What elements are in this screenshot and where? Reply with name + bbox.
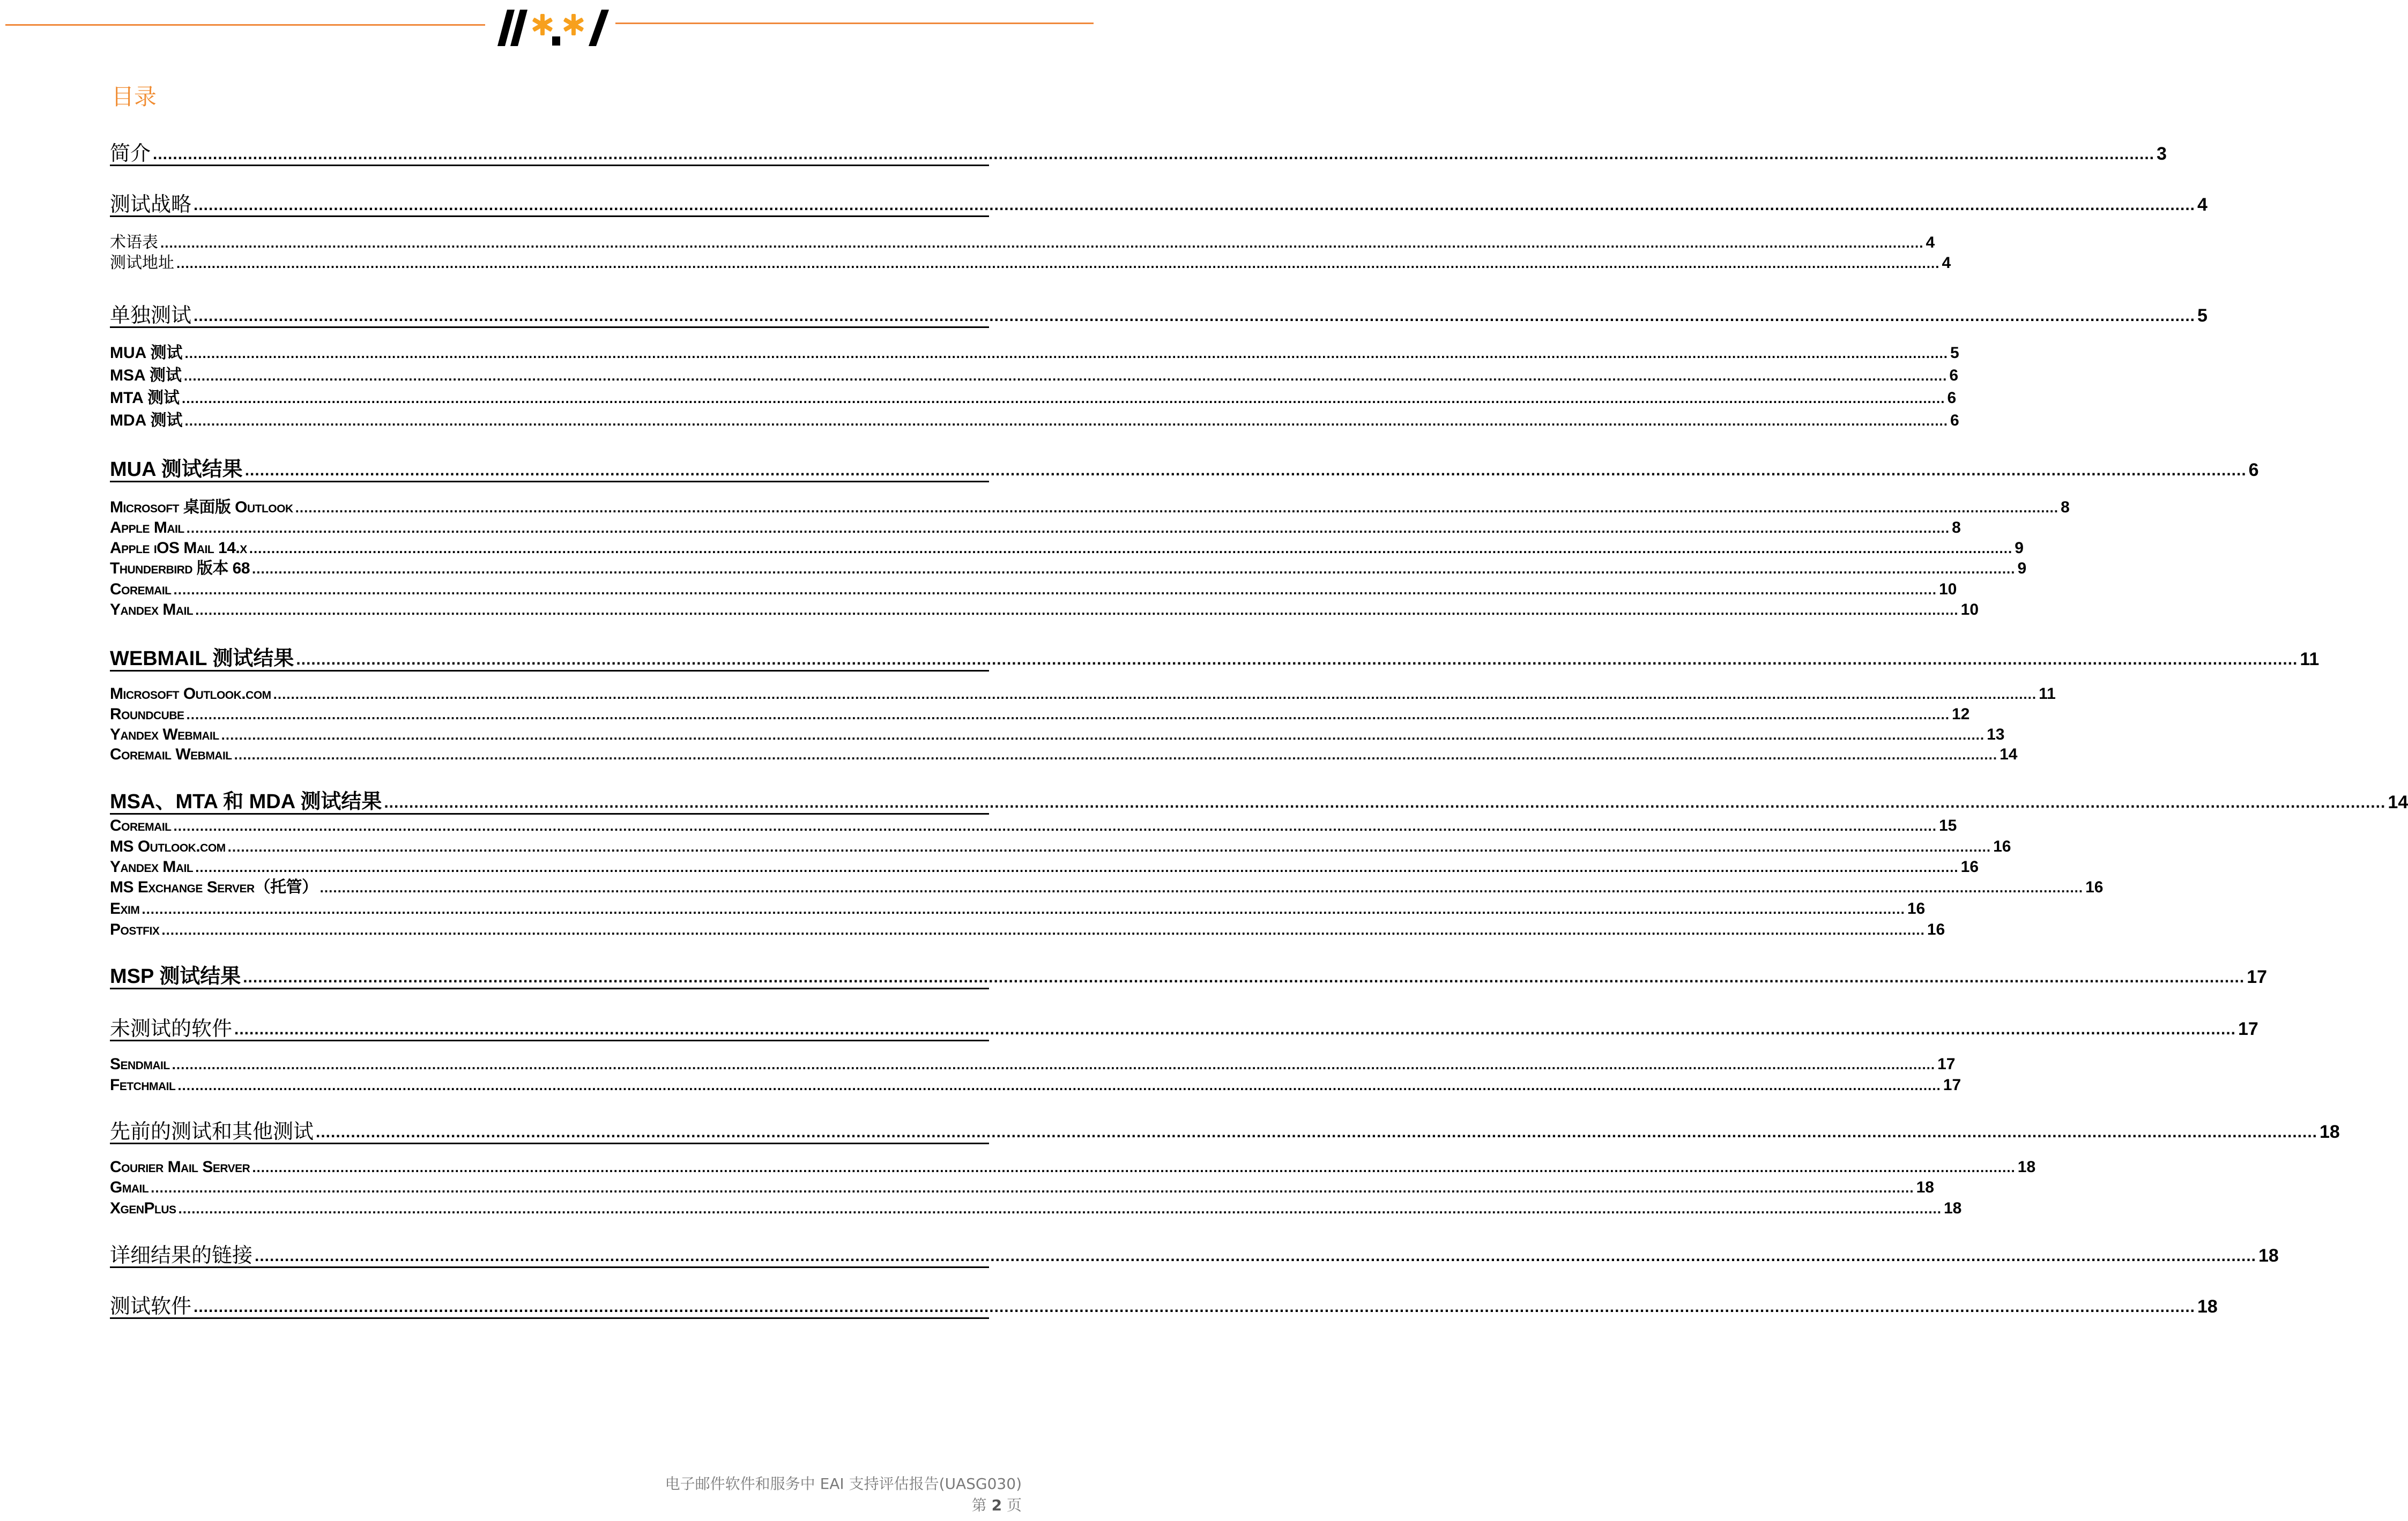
toc-subentry[interactable] xyxy=(110,518,1961,536)
toc-entry-label[interactable]: Coremail xyxy=(110,580,172,598)
toc-entry-page[interactable]: 17 xyxy=(2238,1019,2258,1039)
dot-leader: ................................................................................................................................................................................................................................................................................................................................................................................................................ xyxy=(195,602,1959,618)
dot-leader: ................................................................................................................................................................................................................................................................................................................................................................................................................ xyxy=(172,1056,1936,1072)
page-prefix: 第 xyxy=(971,1496,987,1514)
toc-entry-label[interactable]: XgenPlus xyxy=(110,1199,176,1217)
toc-entry-label[interactable]: Coremail xyxy=(110,817,172,834)
dot-leader: ................................................................................................................................................................................................................................................................................................................................................................................................................ xyxy=(194,196,2195,214)
toc-entry-page[interactable]: 3 xyxy=(2157,144,2167,164)
toc-entry-label[interactable]: MDA 测试 xyxy=(110,412,183,429)
toc-heading-entry[interactable] xyxy=(110,789,2408,815)
dot-leader: ................................................................................................................................................................................................................................................................................................................................................................................................................ xyxy=(227,839,1991,855)
toc-entry-page[interactable]: 18 xyxy=(2197,1296,2218,1317)
dot-leader: ................................................................................................................................................................................................................................................................................................................................................................................................................ xyxy=(234,747,1998,763)
toc-entry-label[interactable]: Thunderbird 版本 68 xyxy=(110,560,250,577)
dot-leader: ................................................................................................................................................................................................................................................................................................................................................................................................................ xyxy=(177,1077,1941,1093)
toc-entry-page[interactable]: 11 xyxy=(2039,685,2056,703)
toc-heading-entry[interactable] xyxy=(110,1294,2218,1319)
toc-entry-label[interactable]: Microsoft 桌面版 Outlook xyxy=(110,498,293,516)
toc-entry-label[interactable]: MSA、MTA 和 MDA 测试结果 xyxy=(110,791,382,813)
toc-subentry[interactable] xyxy=(110,538,2024,557)
toc-entry-page[interactable]: 6 xyxy=(1949,367,1959,384)
toc-subentry[interactable] xyxy=(110,579,1957,598)
toc-subentry[interactable] xyxy=(110,497,2070,516)
toc-entry-label[interactable]: Coremail Webmail xyxy=(110,745,232,763)
toc-entry-page[interactable]: 6 xyxy=(1950,412,1959,429)
header-rule-left xyxy=(5,24,485,26)
toc-subentry[interactable] xyxy=(110,1177,1934,1196)
toc-subentry[interactable] xyxy=(110,816,1957,834)
toc-entry-label[interactable]: MUA 测试结果 xyxy=(110,458,243,481)
toc-entry-label[interactable]: MTA 测试 xyxy=(110,389,180,407)
dot-leader: ................................................................................................................................................................................................................................................................................................................................................................................................................ xyxy=(183,368,1948,384)
page-number: 2 xyxy=(991,1496,1002,1514)
toc-entry-page[interactable]: 5 xyxy=(1950,344,1959,362)
toc-entry-page[interactable]: 17 xyxy=(1943,1076,1961,1094)
toc-entry-page[interactable]: 12 xyxy=(1951,705,1970,723)
toc-entry-page[interactable]: 18 xyxy=(2320,1122,2340,1142)
dot-leader: ................................................................................................................................................................................................................................................................................................................................................................................................................ xyxy=(384,794,2386,811)
dot-leader: ................................................................................................................................................................................................................................................................................................................................................................................................................ xyxy=(243,968,2245,986)
toc-entry-label[interactable]: 测试软件 xyxy=(110,1294,192,1318)
dot-leader: ................................................................................................................................................................................................................................................................................................................................................................................................................ xyxy=(195,859,1959,875)
toc-entry-page[interactable]: 9 xyxy=(2017,560,2027,577)
toc-entry-page[interactable]: 17 xyxy=(2247,967,2268,987)
toc-entry-page[interactable]: 9 xyxy=(2015,539,2024,557)
toc-entry-page[interactable]: 4 xyxy=(1942,254,1951,272)
dot-leader: ................................................................................................................................................................................................................................................................................................................................................................................................................ xyxy=(296,651,2298,668)
toc-subentry[interactable] xyxy=(110,704,1970,723)
toc-heading-entry[interactable] xyxy=(110,1016,2258,1041)
toc-subentry[interactable] xyxy=(110,253,1951,272)
toc-entry-page[interactable]: 13 xyxy=(1987,726,2005,743)
toc-entry-label[interactable]: MS Exchange Server（托管） xyxy=(110,878,318,896)
toc-entry-page[interactable]: 8 xyxy=(2061,498,2070,516)
toc-entry-label[interactable]: Apple iOS Mail 14.x xyxy=(110,539,247,557)
dot-leader: ................................................................................................................................................................................................................................................................................................................................................................................................................ xyxy=(244,461,2247,479)
dot-leader: ................................................................................................................................................................................................................................................................................................................................................................................................................ xyxy=(319,879,2084,896)
toc-entry-label[interactable]: 简介 xyxy=(110,141,151,165)
toc-entry-page[interactable]: 18 xyxy=(2017,1158,2036,1176)
toc-entry-page[interactable]: 14 xyxy=(2000,745,2018,763)
dot-leader: ................................................................................................................................................................................................................................................................................................................................................................................................................ xyxy=(295,499,2059,516)
toc-entry-page[interactable]: 10 xyxy=(1938,580,1957,598)
dot-leader: ................................................................................................................................................................................................................................................................................................................................................................................................................ xyxy=(176,255,1940,271)
toc-heading-entry[interactable] xyxy=(110,192,2208,217)
toc-entry-page[interactable]: 15 xyxy=(1938,817,1957,834)
toc-heading-entry[interactable] xyxy=(110,1119,2340,1144)
toc-entry-label[interactable]: 测试地址 xyxy=(110,253,174,272)
toc-entry-label[interactable]: Yandex Mail xyxy=(110,858,194,876)
toc-heading-entry[interactable] xyxy=(110,646,2320,672)
toc-subentry[interactable] xyxy=(110,343,1959,362)
toc-entry-label[interactable]: MS Outlook.com xyxy=(110,838,226,855)
toc-subentry[interactable] xyxy=(110,725,2005,743)
toc-subentry[interactable] xyxy=(110,411,1959,429)
dot-leader: ................................................................................................................................................................................................................................................................................................................................................................................................................ xyxy=(316,1123,2317,1141)
toc-subentry[interactable] xyxy=(110,1054,1956,1073)
toc-entry-label[interactable]: Roundcube xyxy=(110,705,184,723)
toc-entry-page[interactable]: 16 xyxy=(1927,921,1945,938)
dot-leader: ................................................................................................................................................................................................................................................................................................................................................................................................................ xyxy=(252,561,2016,577)
toc-entry-page[interactable]: 16 xyxy=(1993,838,2011,855)
toc-entry-page[interactable]: 16 xyxy=(1907,900,1926,918)
toc-subentry[interactable] xyxy=(110,388,1957,407)
toc-entry-page[interactable]: 16 xyxy=(1960,858,1979,876)
dot-leader: ................................................................................................................................................................................................................................................................................................................................................................................................................ xyxy=(273,686,2037,702)
dot-leader: ................................................................................................................................................................................................................................................................................................................................................................................................................ xyxy=(151,1180,1914,1196)
toc-subentry[interactable] xyxy=(110,920,1945,938)
toc-subentry[interactable] xyxy=(110,233,1935,252)
toc-subentry[interactable] xyxy=(110,1157,2036,1176)
dot-leader: ................................................................................................................................................................................................................................................................................................................................................................................................................ xyxy=(249,540,2013,556)
toc-subentry[interactable] xyxy=(110,877,2104,896)
toc-entry-page[interactable]: 18 xyxy=(2258,1246,2279,1266)
toc-entry-label[interactable]: 先前的测试和其他测试 xyxy=(110,1120,314,1143)
toc-entry-label[interactable]: Exim xyxy=(110,900,140,918)
toc-subentry[interactable] xyxy=(110,366,1959,384)
dot-leader: ................................................................................................................................................................................................................................................................................................................................................................................................................ xyxy=(173,581,1937,598)
toc-entry-label[interactable]: 测试战略 xyxy=(110,192,192,216)
header-rule-right xyxy=(615,23,1094,24)
toc-entry-label[interactable]: Gmail xyxy=(110,1179,149,1196)
dot-leader: ................................................................................................................................................................................................................................................................................................................................................................................................................ xyxy=(194,1298,2195,1316)
toc-subentry[interactable] xyxy=(110,1075,1961,1094)
toc-entry-label[interactable]: Sendmail xyxy=(110,1055,170,1073)
dot-leader: ................................................................................................................................................................................................................................................................................................................................................................................................................ xyxy=(221,727,1985,743)
toc-entry-page[interactable]: 4 xyxy=(1926,234,1935,251)
toc-entry-page[interactable]: 6 xyxy=(2248,460,2259,480)
toc-entry-label[interactable]: Apple Mail xyxy=(110,519,184,536)
toc-entry-label[interactable]: 详细结果的链接 xyxy=(110,1243,253,1267)
dot-leader: ................................................................................................................................................................................................................................................................................................................................................................................................................ xyxy=(160,235,1924,251)
dot-leader: ................................................................................................................................................................................................................................................................................................................................................................................................................ xyxy=(184,413,1948,429)
toc-entry-page[interactable]: 10 xyxy=(1960,601,1979,618)
page-suffix: 页 xyxy=(1006,1496,1022,1514)
toc-entry-label[interactable]: Postfix xyxy=(110,921,160,938)
toc-entry-label[interactable]: Microsoft Outlook.com xyxy=(110,685,271,703)
toc-entry-page[interactable]: 18 xyxy=(1916,1179,1934,1196)
toc-subentry[interactable] xyxy=(110,899,1926,918)
toc-entry-page[interactable]: 16 xyxy=(2085,878,2104,896)
logo-icon xyxy=(489,4,618,49)
footer-report-title: 电子邮件软件和服务中 EAI 支持评估报告(UASG030) xyxy=(665,1475,1022,1493)
dot-leader: ................................................................................................................................................................................................................................................................................................................................................................................................................ xyxy=(181,390,1945,406)
toc-subentry[interactable] xyxy=(110,684,2056,703)
toc-entry-page[interactable]: 17 xyxy=(1937,1055,1956,1073)
toc-heading-entry[interactable] xyxy=(110,141,2167,166)
toc-entry-label[interactable]: Yandex Webmail xyxy=(110,726,219,743)
toc-entry-label[interactable]: Yandex Mail xyxy=(110,601,194,618)
toc-subentry[interactable] xyxy=(110,600,1979,618)
toc-subentry[interactable] xyxy=(110,857,1979,876)
footer-page-number xyxy=(972,1498,1022,1513)
toc-entry-page[interactable]: 14 xyxy=(2388,792,2408,812)
dot-leader: ................................................................................................................................................................................................................................................................................................................................................................................................................ xyxy=(153,145,2154,163)
dot-leader: ................................................................................................................................................................................................................................................................................................................................................................................................................ xyxy=(173,818,1937,834)
toc-heading-entry[interactable] xyxy=(110,964,2268,989)
toc-entry-label[interactable]: MSA 测试 xyxy=(110,367,182,384)
dot-leader: ................................................................................................................................................................................................................................................................................................................................................................................................................ xyxy=(234,1020,2236,1038)
toc-entry-page[interactable]: 18 xyxy=(1943,1199,1962,1217)
toc-entry-page[interactable]: 8 xyxy=(1952,519,1961,536)
toc-subentry[interactable] xyxy=(110,558,2027,577)
toc-entry-label[interactable]: 单独测试 xyxy=(110,303,192,327)
toc-entry-label[interactable]: MSP 测试结果 xyxy=(110,965,241,988)
dot-leader: ................................................................................................................................................................................................................................................................................................................................................................................................................ xyxy=(194,307,2195,325)
dot-leader: ................................................................................................................................................................................................................................................................................................................................................................................................................ xyxy=(142,901,1905,917)
toc-entry-page[interactable]: 4 xyxy=(2197,195,2208,215)
toc-subentry[interactable] xyxy=(110,744,2018,763)
dot-leader: ................................................................................................................................................................................................................................................................................................................................................................................................................ xyxy=(255,1247,2256,1265)
toc-entry-label[interactable]: WEBMAIL 测试结果 xyxy=(110,647,294,670)
toc-heading-entry[interactable] xyxy=(110,1243,2279,1268)
toc-subentry[interactable] xyxy=(110,837,2011,855)
toc-entry-page[interactable]: 5 xyxy=(2197,305,2208,326)
dot-leader: ................................................................................................................................................................................................................................................................................................................................................................................................................ xyxy=(252,1159,2016,1175)
toc-entry-label[interactable]: 未测试的软件 xyxy=(110,1017,233,1040)
toc-heading-entry[interactable] xyxy=(110,457,2259,482)
dot-leader: ................................................................................................................................................................................................................................................................................................................................................................................................................ xyxy=(186,706,1950,722)
toc-entry-label[interactable]: MUA 测试 xyxy=(110,344,183,362)
toc-entry-page[interactable]: 11 xyxy=(2300,649,2320,669)
dot-leader: ................................................................................................................................................................................................................................................................................................................................................................................................................ xyxy=(161,922,1925,938)
toc-entry-label[interactable]: Courier Mail Server xyxy=(110,1158,250,1176)
toc-heading-entry[interactable] xyxy=(110,303,2208,328)
toc-entry-label[interactable]: Fetchmail xyxy=(110,1076,176,1094)
dot-leader: ................................................................................................................................................................................................................................................................................................................................................................................................................ xyxy=(184,345,1948,361)
toc-title: 目录 xyxy=(112,84,157,110)
toc-entry-label[interactable]: 术语表 xyxy=(110,233,158,252)
dot-leader: ................................................................................................................................................................................................................................................................................................................................................................................................................ xyxy=(178,1201,1942,1217)
dot-leader: ................................................................................................................................................................................................................................................................................................................................................................................................................ xyxy=(186,520,1950,536)
toc-subentry[interactable] xyxy=(110,1198,1962,1217)
toc-entry-page[interactable]: 6 xyxy=(1947,389,1957,407)
